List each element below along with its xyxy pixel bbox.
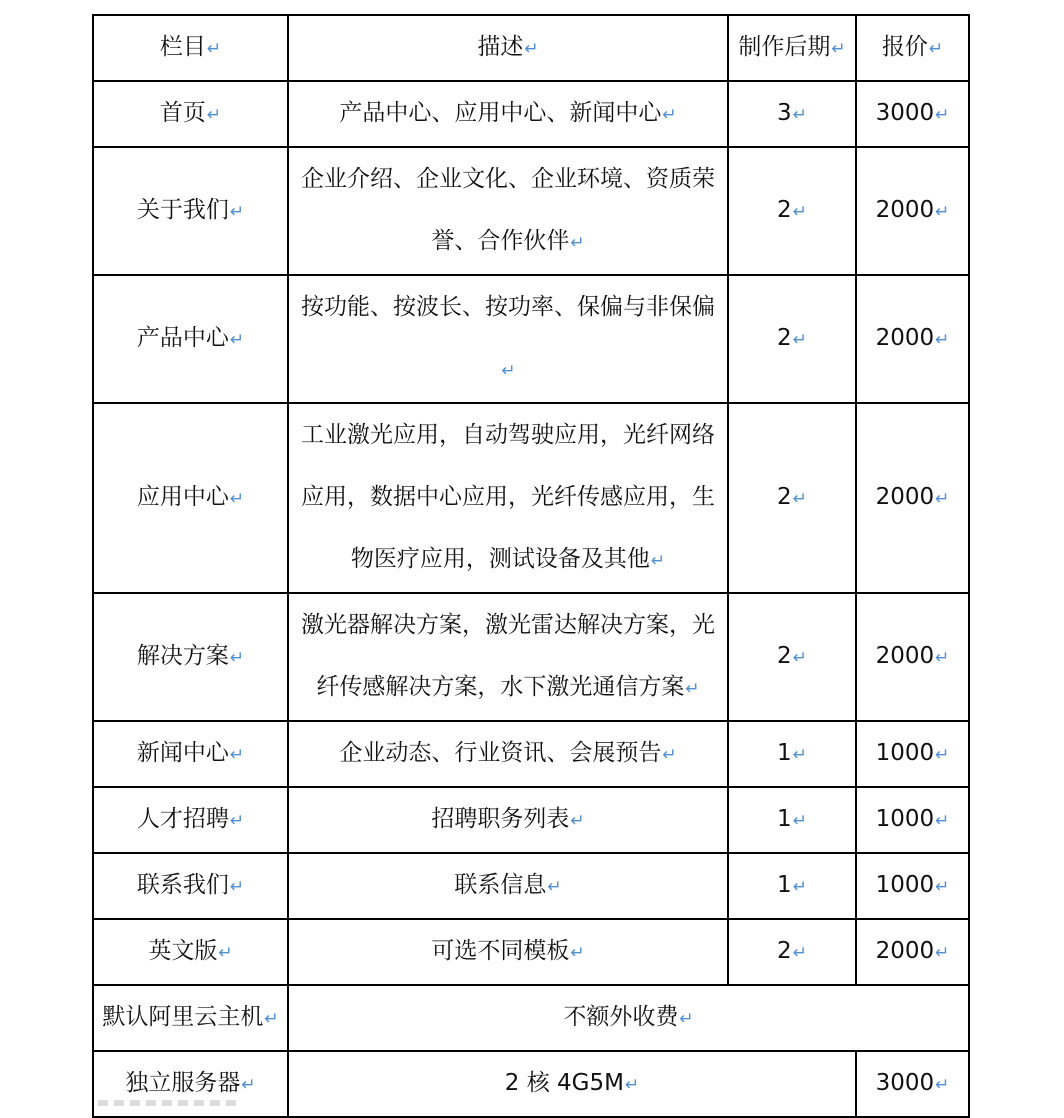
cell-desc: 工业激光应用，自动驾驶应用，光纤网络应用，数据中心应用，光纤传感应用，生物医疗应用，测试设备及其他↵ <box>288 403 728 593</box>
return-mark-icon: ↵ <box>624 1075 640 1095</box>
cell-period: 3↵ <box>728 81 856 147</box>
cell-price: 1000↵ <box>856 853 969 919</box>
return-mark-icon: ↵ <box>935 330 950 350</box>
header-desc: 描述↵ <box>288 15 728 81</box>
cell-col: 解决方案↵ <box>93 593 288 721</box>
return-mark-icon: ↵ <box>935 1075 950 1095</box>
cell-price: 2000↵ <box>856 147 969 275</box>
return-mark-icon: ↵ <box>229 877 245 897</box>
return-mark-icon: ↵ <box>662 105 677 125</box>
return-mark-icon: ↵ <box>792 811 807 831</box>
header-row <box>93 15 969 81</box>
faint-trailing-text <box>98 1100 238 1106</box>
return-mark-icon: ↵ <box>935 105 950 125</box>
hosting-row <box>93 985 969 1051</box>
return-mark-icon: ↵ <box>501 361 516 381</box>
return-mark-icon: ↵ <box>831 39 846 59</box>
table-row <box>93 147 969 275</box>
return-mark-icon: ↵ <box>935 745 950 765</box>
header-price: 报价↵ <box>856 15 969 81</box>
return-mark-icon: ↵ <box>792 330 807 350</box>
table-row <box>93 721 969 787</box>
return-mark-icon: ↵ <box>206 39 222 59</box>
cell-col: 关于我们↵ <box>93 147 288 275</box>
cell-period: 1↵ <box>728 853 856 919</box>
cell-col: 应用中心↵ <box>93 403 288 593</box>
return-mark-icon: ↵ <box>935 489 950 509</box>
cell-desc: 产品中心、应用中心、新闻中心↵ <box>288 81 728 147</box>
cell-price: 1000↵ <box>856 787 969 853</box>
header-period: 制作后期↵ <box>728 15 856 81</box>
cell-desc: 联系信息↵ <box>288 853 728 919</box>
cell-col: 联系我们↵ <box>93 853 288 919</box>
cell-price: 2000↵ <box>856 593 969 721</box>
table-row <box>93 853 969 919</box>
return-mark-icon: ↵ <box>650 551 666 571</box>
return-mark-icon: ↵ <box>570 233 585 253</box>
header-col: 栏目↵ <box>93 15 288 81</box>
cell-period: 2↵ <box>728 403 856 593</box>
return-mark-icon: ↵ <box>218 943 233 963</box>
cell-price: 2000↵ <box>856 919 969 985</box>
server-value: 2 核 4G5M↵ <box>288 1051 856 1117</box>
cell-price: 2000↵ <box>856 403 969 593</box>
table-row <box>93 787 969 853</box>
return-mark-icon: ↵ <box>685 679 700 699</box>
table-row <box>93 275 969 403</box>
server-row <box>93 1051 969 1117</box>
return-mark-icon: ↵ <box>792 489 807 509</box>
server-label: 独立服务器↵ <box>93 1051 288 1117</box>
cell-desc: 可选不同模板↵ <box>288 919 728 985</box>
cell-desc: 企业动态、行业资讯、会展预告↵ <box>288 721 728 787</box>
return-mark-icon: ↵ <box>229 745 245 765</box>
cell-price: 3000↵ <box>856 81 969 147</box>
table-row <box>93 403 969 593</box>
return-mark-icon: ↵ <box>935 877 950 897</box>
return-mark-icon: ↵ <box>935 811 950 831</box>
return-mark-icon: ↵ <box>229 648 245 668</box>
cell-price: 2000↵ <box>856 275 969 403</box>
return-mark-icon: ↵ <box>792 943 807 963</box>
return-mark-icon: ↵ <box>229 489 245 509</box>
cell-period: 2↵ <box>728 593 856 721</box>
server-price: 3000↵ <box>856 1051 969 1117</box>
quote-table <box>92 14 970 1118</box>
return-mark-icon: ↵ <box>229 202 245 222</box>
cell-col: 首页↵ <box>93 81 288 147</box>
hosting-value: 不额外收费↵ <box>288 985 969 1051</box>
cell-period: 1↵ <box>728 787 856 853</box>
cell-desc: 招聘职务列表↵ <box>288 787 728 853</box>
cell-col: 新闻中心↵ <box>93 721 288 787</box>
return-mark-icon: ↵ <box>241 1075 256 1095</box>
return-mark-icon: ↵ <box>570 943 585 963</box>
return-mark-icon: ↵ <box>935 943 950 963</box>
cell-desc: 激光器解决方案，激光雷达解决方案，光纤传感解决方案，水下激光通信方案↵ <box>288 593 728 721</box>
return-mark-icon: ↵ <box>928 39 944 59</box>
cell-period: 2↵ <box>728 147 856 275</box>
table-row <box>93 593 969 721</box>
return-mark-icon: ↵ <box>662 745 677 765</box>
cell-desc: 按功能、按波长、按功率、保偏与非保偏↵ <box>288 275 728 403</box>
return-mark-icon: ↵ <box>570 811 585 831</box>
return-mark-icon: ↵ <box>792 648 807 668</box>
table-row <box>93 81 969 147</box>
hosting-label: 默认阿里云主机↵ <box>93 985 288 1051</box>
return-mark-icon: ↵ <box>229 330 245 350</box>
cell-col: 英文版↵ <box>93 919 288 985</box>
return-mark-icon: ↵ <box>792 877 807 897</box>
cell-period: 2↵ <box>728 919 856 985</box>
return-mark-icon: ↵ <box>792 105 807 125</box>
cell-col: 产品中心↵ <box>93 275 288 403</box>
return-mark-icon: ↵ <box>524 39 539 59</box>
return-mark-icon: ↵ <box>935 202 950 222</box>
return-mark-icon: ↵ <box>547 877 562 897</box>
return-mark-icon: ↵ <box>264 1009 279 1029</box>
cell-period: 2↵ <box>728 275 856 403</box>
return-mark-icon: ↵ <box>679 1009 694 1029</box>
return-mark-icon: ↵ <box>229 811 245 831</box>
return-mark-icon: ↵ <box>935 648 950 668</box>
table-row <box>93 919 969 985</box>
cell-price: 1000↵ <box>856 721 969 787</box>
cell-col: 人才招聘↵ <box>93 787 288 853</box>
cell-desc: 企业介绍、企业文化、企业环境、资质荣誉、合作伙伴↵ <box>288 147 728 275</box>
return-mark-icon: ↵ <box>206 105 222 125</box>
return-mark-icon: ↵ <box>792 745 807 765</box>
return-mark-icon: ↵ <box>792 202 807 222</box>
cell-period: 1↵ <box>728 721 856 787</box>
